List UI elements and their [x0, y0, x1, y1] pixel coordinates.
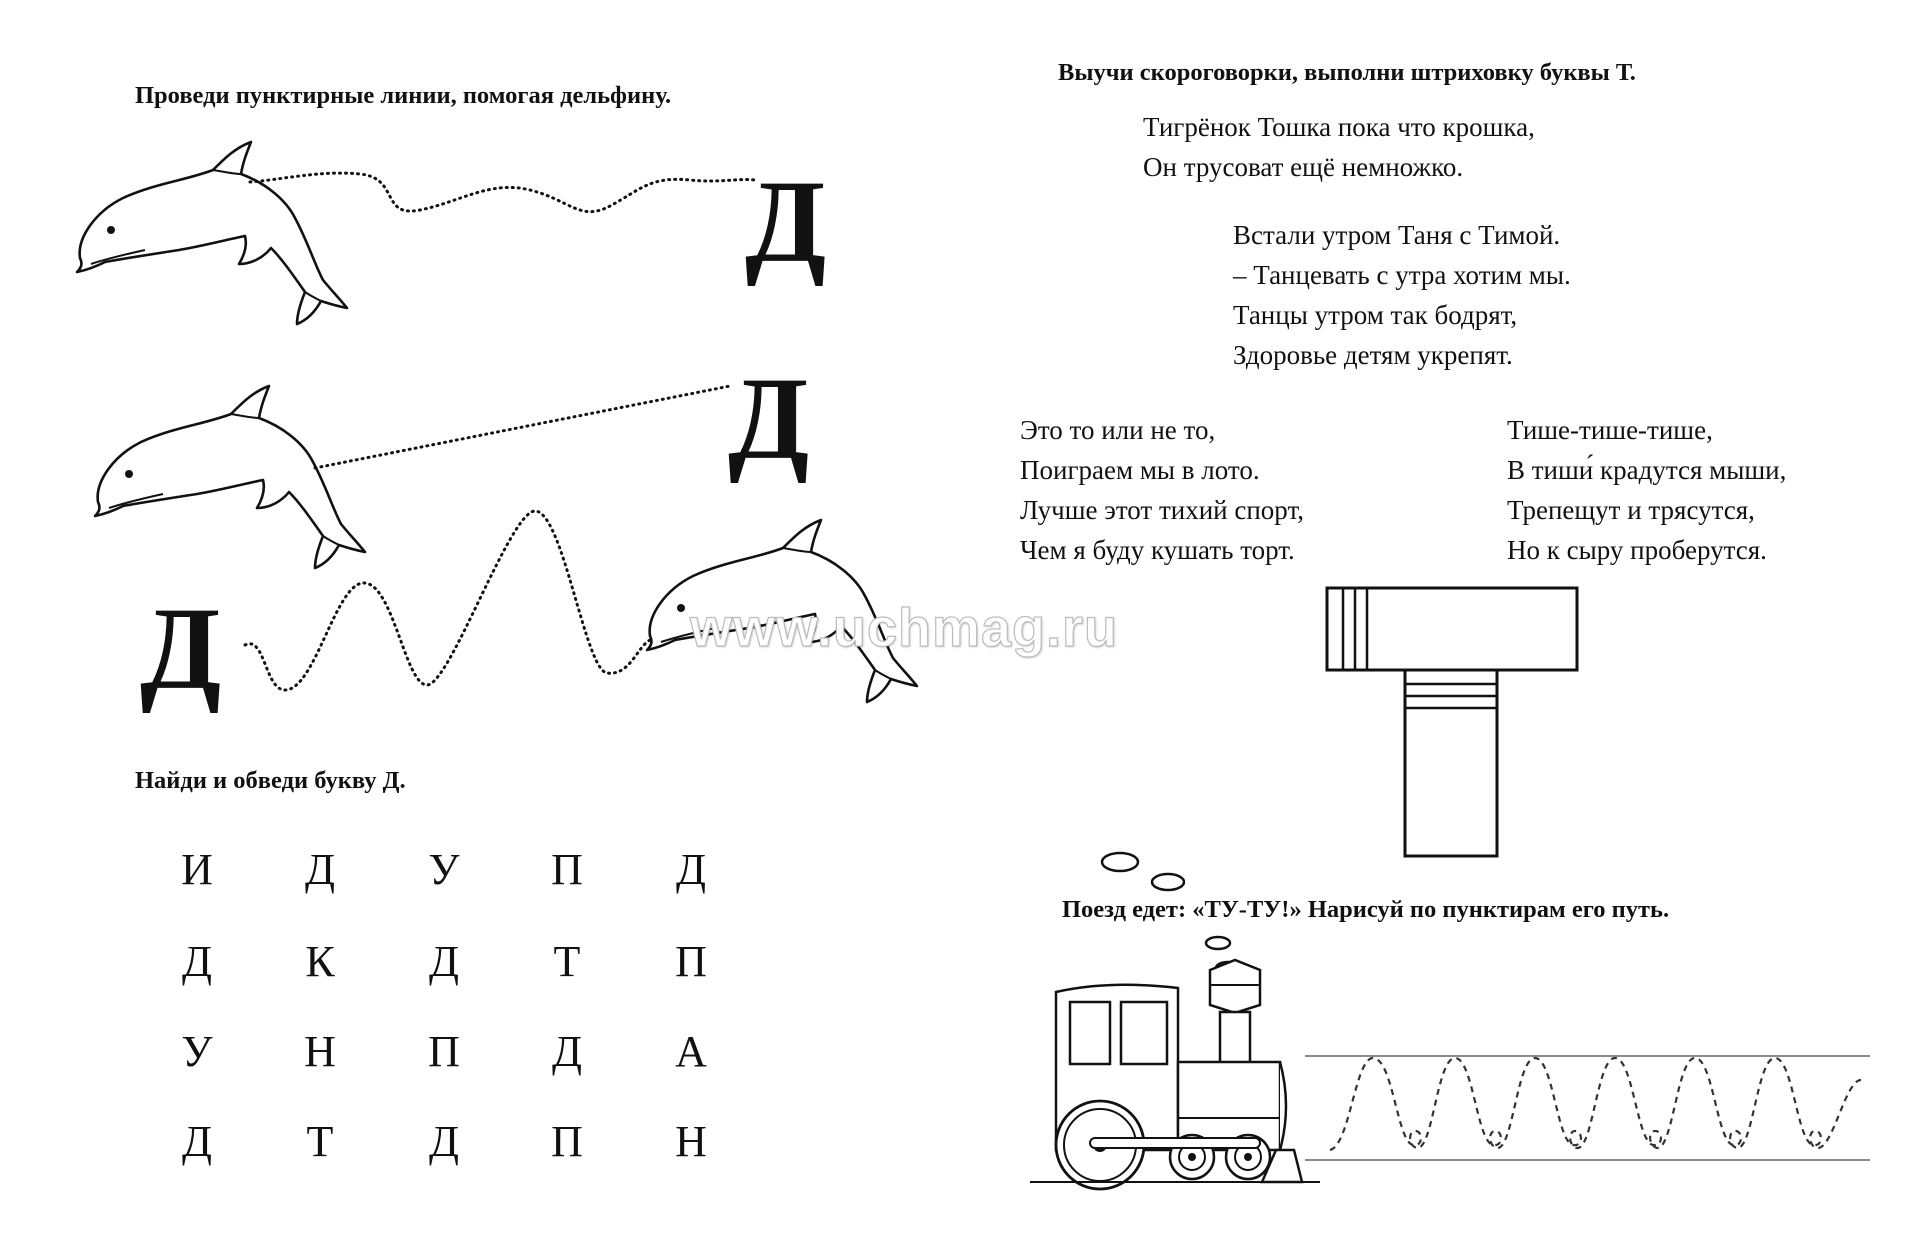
dotted-path-1[interactable]: [250, 150, 760, 230]
poem-line: Встали утром Таня с Тимой.: [1233, 220, 1561, 250]
poem-line: Лучше этот тихий спорт,: [1020, 495, 1304, 525]
grid-letter[interactable]: Д: [675, 845, 706, 894]
grid-letter[interactable]: Д: [181, 937, 212, 986]
poem-line: Но к сыру проберутся.: [1507, 535, 1767, 565]
grid-letter[interactable]: Д: [551, 1027, 582, 1076]
grid-letter[interactable]: П: [551, 845, 583, 894]
grid-letter[interactable]: Д: [428, 1117, 459, 1166]
poem-line: Он трусоват ещё немножко.: [1143, 152, 1464, 182]
poem-loto: [1020, 410, 1304, 570]
poem-tigrenok: [1143, 107, 1535, 187]
poem-line: Поиграем мы в лото.: [1020, 455, 1260, 485]
grid-letter[interactable]: К: [305, 937, 335, 986]
poem-line: Трепещут и трясутся,: [1507, 495, 1755, 525]
letter-d-target-1: Д: [745, 156, 827, 287]
grid-letter[interactable]: Т: [306, 1117, 334, 1166]
poem-myshi: [1507, 410, 1786, 570]
grid-letter[interactable]: Д: [181, 1117, 212, 1166]
poem-line: Чем я буду кушать торт.: [1020, 535, 1295, 565]
poem-line: – Танцевать с утра хотим мы.: [1233, 260, 1571, 290]
poem-line: Здоровье детям укрепят.: [1233, 340, 1513, 370]
watermark: www.uchmag.ru: [690, 598, 1119, 658]
grid-letter[interactable]: Н: [675, 1117, 707, 1166]
grid-letter[interactable]: Т: [553, 937, 581, 986]
tongue-twister-task-title: Выучи скороговорки, выполни штриховку буквы Т.: [1058, 59, 1636, 86]
poem-line: Танцы утром так бодрят,: [1233, 300, 1518, 330]
grid-letter[interactable]: Н: [304, 1027, 336, 1076]
find-task-title: Найди и обведи букву Д.: [135, 767, 406, 794]
letter-d-target-2: Д: [728, 353, 810, 484]
grid-letter[interactable]: П: [428, 1027, 460, 1076]
grid-letter[interactable]: Д: [428, 937, 459, 986]
grid-letter[interactable]: У: [428, 845, 460, 894]
train-task-text: Поезд едет: «ТУ-ТУ!» Нарисуй по пунктирам его путь.: [1062, 896, 1670, 923]
poem-line: В тиши́ крадутся мыши,: [1507, 455, 1787, 485]
letter-t-hatching-outline[interactable]: [1325, 586, 1580, 861]
train-illustration: [1030, 950, 1320, 1175]
grid-letter[interactable]: И: [181, 845, 213, 894]
grid-letter[interactable]: У: [181, 1027, 213, 1076]
poem-line: Это то или не то,: [1020, 415, 1216, 445]
poem-line: Тигрёнок Тошка пока что крошка,: [1143, 112, 1535, 142]
letter-d-target-3: Д: [140, 583, 222, 714]
grid-letter[interactable]: П: [551, 1117, 583, 1166]
train-dotted-track[interactable]: [1305, 1050, 1875, 1165]
dotted-path-3[interactable]: [245, 505, 655, 700]
poem-line: Тише-тише-тише,: [1507, 415, 1713, 445]
grid-letter[interactable]: А: [675, 1027, 707, 1076]
dotted-path-2[interactable]: [315, 382, 735, 472]
dolphin-task-title: Проведи пунктирные линии, помогая дельфину.: [135, 82, 672, 109]
poem-tanya: [1233, 215, 1571, 375]
grid-letter[interactable]: П: [675, 937, 707, 986]
grid-letter[interactable]: Д: [304, 845, 335, 894]
